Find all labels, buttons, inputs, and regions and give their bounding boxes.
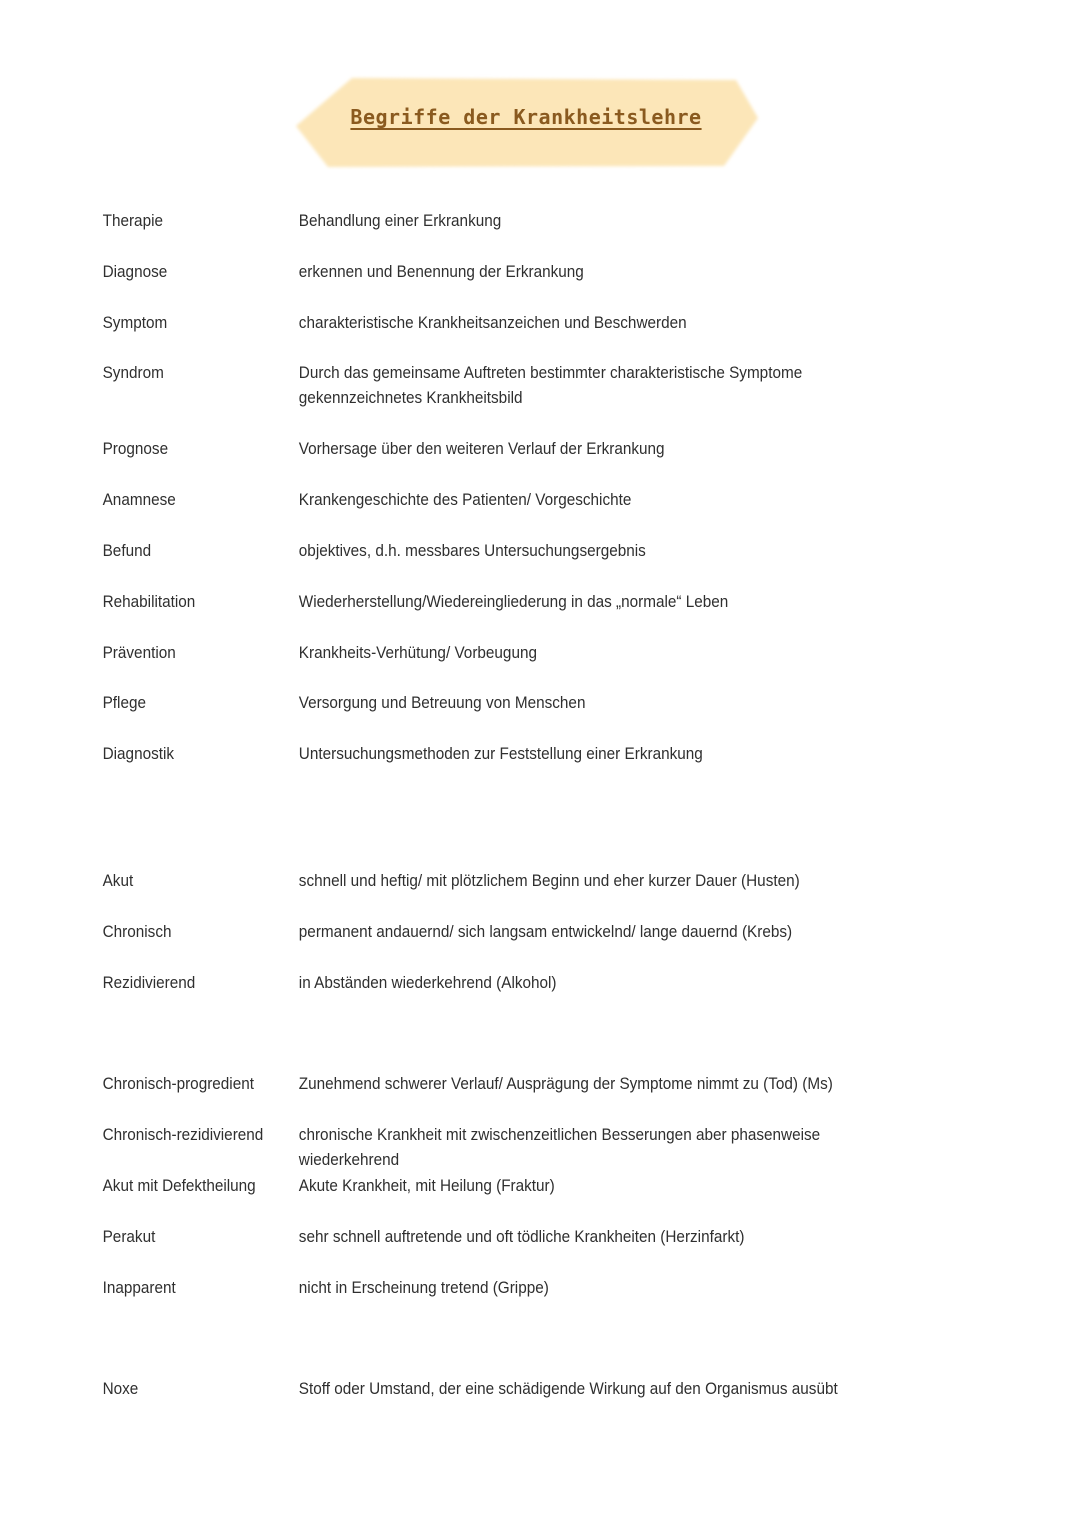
term-label: Pflege [102,693,146,712]
term-definition: Krankengeschichte des Patienten/ Vorgeschichte [298,490,632,509]
term-definition: Vorhersage über den weiteren Verlauf der Erkrankung [298,439,665,458]
term-label: Diagnose [102,262,168,281]
term-definition: chronische Krankheit mit zwischenzeitlichen Besserungen aber phasenweise wiederkehrend [298,1125,821,1169]
term-definition: Untersuchungsmethoden zur Feststellung einer Erkrankung [298,744,703,763]
term-label: Noxe [102,1379,139,1398]
term-definition: Wiederherstellung/Wiedereingliederung in das „normale“ Leben [298,592,729,611]
term-label: Chronisch-rezidivierend [102,1125,264,1144]
term-label: Therapie [102,211,163,230]
term-label: Akut [102,871,134,890]
term-label: Diagnostik [102,744,175,763]
term-label: Syndrom [102,363,164,382]
title-banner [290,74,762,170]
term-label: Befund [102,541,152,560]
term-label: Prognose [102,439,169,458]
term-label: Chronisch [102,922,172,941]
term-label: Chronisch-progredient [102,1074,254,1093]
term-label: Inapparent [102,1278,176,1297]
term-label: Anamnese [102,490,176,509]
term-label: Rehabilitation [102,592,196,611]
term-definition: Durch das gemeinsame Auftreten bestimmter charakteristische Symptome gekennzeichnetes Krankheitsbild [298,363,803,407]
page-title: Begriffe der Krankheitslehre [350,105,702,129]
term-definition: charakteristische Krankheitsanzeichen und Beschwerden [298,313,687,332]
term-definition: erkennen und Benennung der Erkrankung [298,262,584,281]
term-label: Symptom [102,313,168,332]
term-definition: sehr schnell auftretende und oft tödliche Krankheiten (Herzinfarkt) [298,1227,745,1246]
term-definition: Behandlung einer Erkrankung [298,211,502,230]
term-definition: nicht in Erscheinung tretend (Grippe) [298,1278,549,1297]
term-label: Akut mit Defektheilung [102,1176,256,1195]
term-definition: Zunehmend schwerer Verlauf/ Ausprägung der Symptome nimmt zu (Tod) (Ms) [298,1074,833,1093]
term-definition: Stoff oder Umstand, der eine schädigende Wirkung auf den Organismus ausübt [298,1379,838,1398]
term-label: Prävention [102,643,176,662]
term-definition: objektives, d.h. messbares Untersuchungsergebnis [298,541,646,560]
term-definition: schnell und heftig/ mit plötzlichem Beginn und eher kurzer Dauer (Husten) [298,871,800,890]
term-label: Perakut [102,1227,156,1246]
term-definition: Krankheits-Verhütung/ Vorbeugung [298,643,537,662]
term-definition: Versorgung und Betreuung von Menschen [298,693,586,712]
term-label: Rezidivierend [102,973,196,992]
term-definition: in Abständen wiederkehrend (Alkohol) [298,973,557,992]
term-definition: Akute Krankheit, mit Heilung (Fraktur) [298,1176,555,1195]
term-definition: permanent andauernd/ sich langsam entwickelnd/ lange dauernd (Krebs) [298,922,793,941]
